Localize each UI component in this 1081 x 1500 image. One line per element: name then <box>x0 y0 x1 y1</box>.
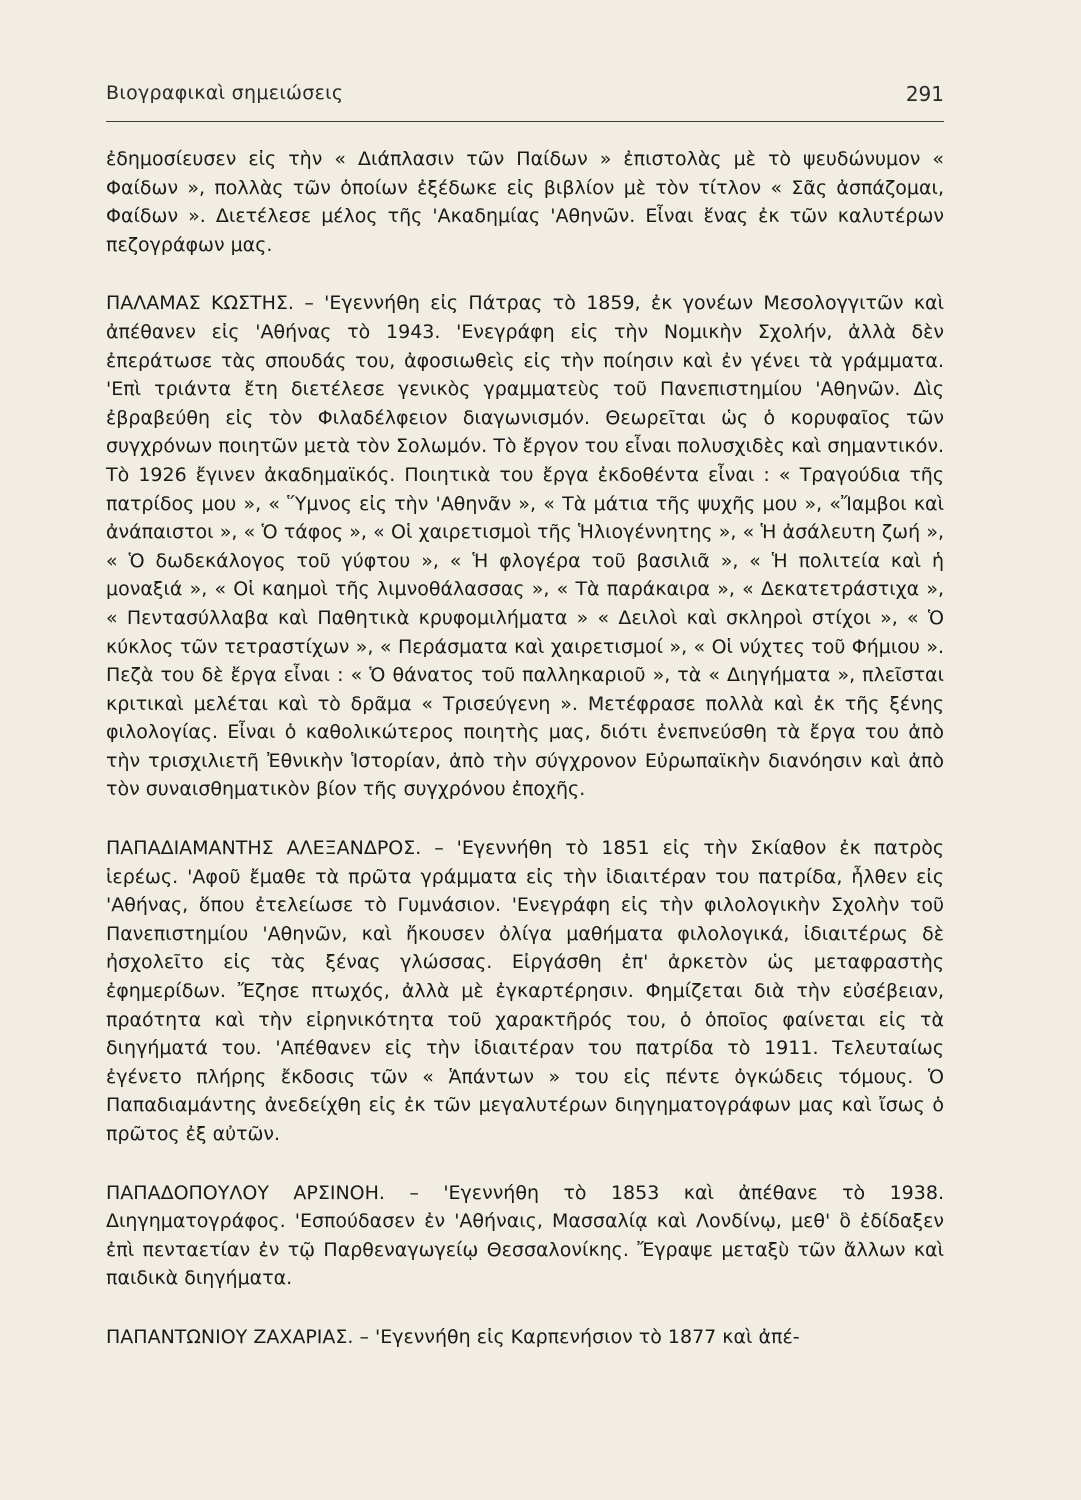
running-head: Βιογραφικαὶ σημειώσεις <box>106 82 344 104</box>
entry-name: ΠΑΠΑΔΙΑΜΑΝΤΗΣ ΑΛΕΞΑΝΔΡΟΣ. <box>106 837 422 860</box>
entry-papadiamantis <box>106 834 944 1149</box>
entry-papantoniou <box>106 1323 944 1352</box>
biographical-notes <box>106 145 944 1352</box>
entry-text: – 'Εγεννήθη εἰς Πάτρας τὸ 1859, ἐκ γονέων Μεσολογγιτῶν καὶ ἀπέθανεν εἰς 'Αθήνας τὸ 1943. 'Ενεγράφη εἰς τὴν Νομικὴν Σχολήν, ἀλλὰ δὲν ἐπεράτωσε τὰς σπουδάς του, ἀφοσιωθεὶς εἰς τὴν ποίησιν καὶ ἐν γένει τὰ γράμματα. 'Επὶ τριάντα ἔτη διετέλεσε γενικὸς γραμματεὺς τοῦ Πανεπιστημίου 'Αθηνῶν. Δὶς ἐβραβεύθη εἰς τὸν Φιλαδέλφειον διαγωνισμόν. Θεωρεῖται ὡς ὁ κορυφαῖος τῶν συγχρόνων ποιητῶν μετὰ τὸν Σολωμόν. Τὸ ἔργον του εἶναι πολυσχιδὲς καὶ σημαντικόν. Τὸ 1926 ἔγινεν ἀκαδημαϊκός. Ποιητικὰ του ἔργα ἐκδοθέντα εἶναι : « Τραγούδια τῆς πατρίδος μου », « Ὕμνος εἰς τὴν 'Αθηνᾶν », « Τὰ μάτια τῆς ψυχῆς μου », «Ἴαμβοι καὶ ἀνάπαιστοι », « Ὁ τάφος », « Οἱ χαιρετισμοὶ τῆς Ἡλιογέννητης », « Ἡ ἀσάλευτη ζωή », « Ὁ δωδεκάλογος τοῦ γύφτου », « Ἡ φλογέρα τοῦ βασιλιᾶ », « Ἡ πολιτεία καὶ ἡ μοναξιά », « Οἱ καημοὶ τῆς λιμνοθάλασσας », « Τὰ παράκαιρα », « Δεκατετράστιχα », « Πεντασύλλαβα καὶ Παθητικὰ κρυφομιλήματα » « Δειλοὶ καὶ σκληροὶ στίχοι », « Ὁ κύκλος τῶν τετραστίχων », « Περάσματα καὶ χαιρετισμοί », « Οἱ νύχτες τοῦ Φήμιου ». Πεζὰ του δὲ ἔργα εἶναι : « Ὁ θάνατος τοῦ παλληκαριοῦ », τὰ « Διηγήματα », πλεῖσται κριτικαὶ μελέται καὶ τὸ δρᾶμα « Τρισεύγενη ». Μετέφρασε πολλὰ καὶ ἐκ τῆς ξένης φιλολογίας. Εἶναι ὁ καθολικώτερος ποιητὴς μας, διότι ἐνεπνεύσθη τὰ ἔργα του ἀπὸ τὴν τρισχιλιετῆ Ἐθνικὴν Ἱστορίαν, ἀπὸ τὴν σύγχρονον Εὐρωπαϊκὴν διανόησιν καὶ ἀπὸ τὸν συναισθηματικὸν βίον τῆς συγχρόνου ἐποχῆς. <box>106 292 945 801</box>
paragraph-spacer <box>106 1149 944 1179</box>
paragraph-spacer <box>106 259 944 289</box>
entry-palamas <box>106 289 944 804</box>
paragraph-spacer <box>106 804 944 834</box>
entry-name: ΠΑΛΑΜΑΣ ΚΩΣΤΗΣ. <box>106 292 294 315</box>
entry-papadopoulou <box>106 1179 944 1293</box>
page-number: 291 <box>905 82 944 106</box>
paragraph-spacer <box>106 1293 944 1323</box>
entry-text: – 'Εγεννήθη τὸ 1853 καὶ ἀπέθανε τὸ 1938. Διηγηματογράφος. 'Εσπούδασεν ἐν 'Αθήναις, Μασσαλίᾳ καὶ Λονδίνῳ, μεθ' ὃ ἐδίδαξεν ἐπὶ πενταετίαν ἐν τῷ Παρθεναγωγείῳ Θεσσαλονίκης. Ἔγραψε μεταξὺ τῶν ἄλλων καὶ παιδικὰ διηγήματα. <box>106 1181 944 1290</box>
entry-name: ΠΑΠΑΔΟΠΟΥΛΟΥ ΑΡΣΙΝΟΗ. <box>106 1181 385 1204</box>
entry-name: ΠΑΠΑΝΤΩΝΙΟΥ ΖΑΧΑΡΙΑΣ. <box>106 1325 354 1348</box>
header-rule <box>106 121 944 122</box>
entry-text: ἐδημοσίευσεν εἰς τὴν « Διάπλασιν τῶν Παίδων » ἐπιστολὰς μὲ τὸ ψευδώνυμον « Φαίδων », πολλὰς τῶν ὁποίων ἐξέδωκε εἰς βιβλίον μὲ τὸν τίτλον « Σᾶς ἀσπάζομαι, Φαίδων ». Διετέλεσε μέλος τῆς 'Ακαδημίας 'Αθηνῶν. Εἶναι ἕνας ἐκ τῶν καλυτέρων πεζογράφων μας. <box>106 148 944 256</box>
entry-continuation <box>106 145 944 259</box>
entry-text: – 'Εγεννήθη τὸ 1851 εἰς τὴν Σκίαθον ἐκ πατρὸς ἱερέως. 'Αφοῦ ἔμαθε τὰ πρῶτα γράμματα εἰς τὴν ἰδιαιτέραν του πατρίδα, ἦλθεν εἰς 'Αθήνας, ὅπου ἐτελείωσε τὸ Γυμνάσιον. 'Ενεγράφη εἰς τὴν φιλολογικὴν Σχολὴν τοῦ Πανεπιστημίου 'Αθηνῶν, καὶ ἤκουσεν ὀλίγα μαθήματα φιλολογικά, ἰδιαιτέρως δὲ ἠσχολεῖτο εἰς τὰς ξένας γλώσσας. Εἰργάσθη ἐπ' ἀρκετὸν ὡς μεταφραστὴς ἐφημερίδων. Ἔζησε πτωχός, ἀλλὰ μὲ ἐγκαρτέρησιν. Φημίζεται διὰ τὴν εὐσέβειαν, πραότητα καὶ τὴν εἰρηνικότητα τοῦ χαρακτῆρός του, ὁ ὁποῖος φαίνεται εἰς τὰ διηγήματά του. 'Απέθανεν εἰς τὴν ἰδιαιτέραν του πατρίδα τὸ 1911. Τελευταίως ἐγένετο πλήρης ἔκδοσις τῶν « Ἁπάντων » του εἰς πέντε ὀγκώδεις τόμους. Ὁ Παπαδιαμάντης ἀνεδείχθη εἰς ἐκ τῶν μεγαλυτέρων διηγηματογράφων μας καὶ ἴσως ὁ πρῶτος ἐξ αὐτῶν. <box>106 837 944 1145</box>
entry-text: – 'Εγεννήθη εἰς Καρπενήσιον τὸ 1877 καὶ ἀπέ- <box>353 1325 800 1348</box>
page-header <box>106 82 944 112</box>
